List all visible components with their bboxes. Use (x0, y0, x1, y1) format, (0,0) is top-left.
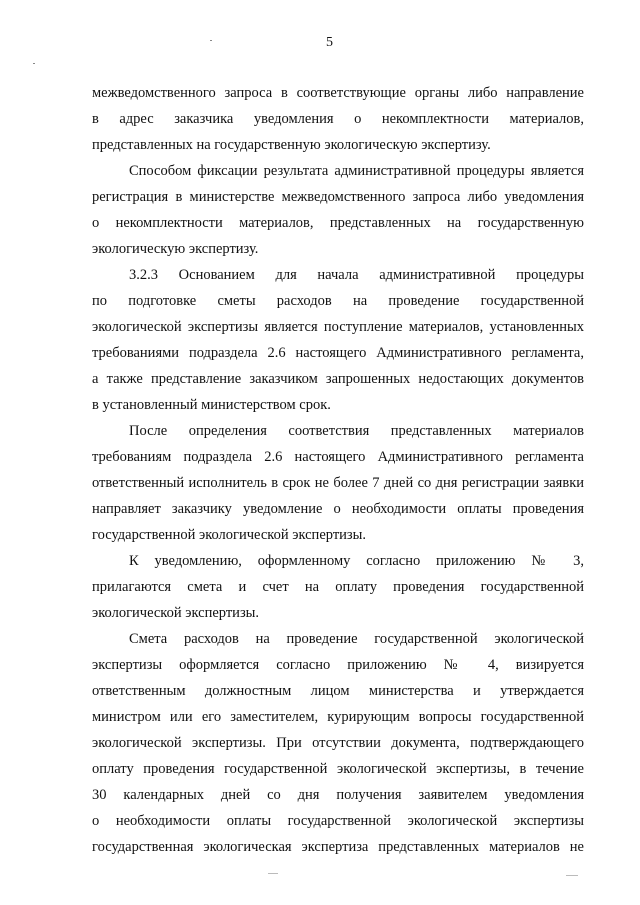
scan-speck (210, 40, 212, 41)
text-line: государственной экологической экспертизы. (92, 527, 367, 543)
text-line: государственная экологическая экспертиза представленных материалов не (92, 839, 584, 855)
text-line: регистрация в министерстве межведомственного запроса либо уведомления (92, 189, 584, 205)
text-line: в адрес заказчика уведомления о некомплектности материалов, (92, 111, 584, 127)
text-line: К уведомлению, оформленному согласно приложению № 3, (129, 553, 584, 569)
text-line: экологической экспертизы является поступление материалов, установленных (92, 319, 584, 335)
text-line: требованиям подраздела 2.6 настоящего Административного регламента (92, 449, 584, 465)
page-number: 5 (326, 35, 333, 50)
text-line: экологической экспертизы. При отсутствии документа, подтверждающего (92, 735, 584, 751)
text-line: После определения соответствия представленных материалов (129, 423, 584, 439)
text-line: 3.2.3 Основанием для начала административной процедуры (129, 267, 584, 283)
text-line: в установленный министерством срок. (92, 397, 331, 413)
text-line: прилагаются смета и счет на оплату проведения государственной (92, 579, 584, 595)
text-line: министром или его заместителем, курирующим вопросы государственной (92, 709, 584, 725)
scan-speck (566, 875, 578, 876)
text-line: а также представление заказчиком запрошенных недостающих документов (92, 371, 584, 387)
text-line: о некомплектности материалов, представленных на государственную (92, 215, 584, 231)
scan-speck (268, 873, 278, 874)
text-line: экспертизы оформляется согласно приложению № 4, визируется (92, 657, 584, 673)
text-line: межведомственного запроса в соответствующие органы либо направление (92, 85, 584, 101)
text-line: ответственный исполнитель в срок не более 7 дней со дня регистрации заявки (92, 475, 584, 491)
text-line: оплату проведения государственной экологической экспертизы, в течение (92, 761, 584, 777)
text-line: представленных на государственную экологическую экспертизу. (92, 137, 491, 153)
text-line: по подготовке сметы расходов на проведение государственной (92, 293, 584, 309)
text-line: экологическую экспертизу. (92, 241, 259, 257)
text-line: ответственным должностным лицом министерства и утверждается (92, 683, 584, 699)
text-line: направляет заказчику уведомление о необходимости оплаты проведения (92, 501, 584, 517)
text-line: экологической экспертизы. (92, 605, 260, 621)
text-line: 30 календарных дней со дня получения заявителем уведомления (92, 787, 584, 803)
text-line: требованиями подраздела 2.6 настоящего Административного регламента, (92, 345, 584, 361)
text-line: Смета расходов на проведение государственной экологической (129, 631, 584, 647)
text-line: о необходимости оплаты государственной экологической экспертизы (92, 813, 584, 829)
scan-speck (33, 63, 35, 64)
text-line: Способом фиксации результата административной процедуры является (129, 163, 584, 179)
